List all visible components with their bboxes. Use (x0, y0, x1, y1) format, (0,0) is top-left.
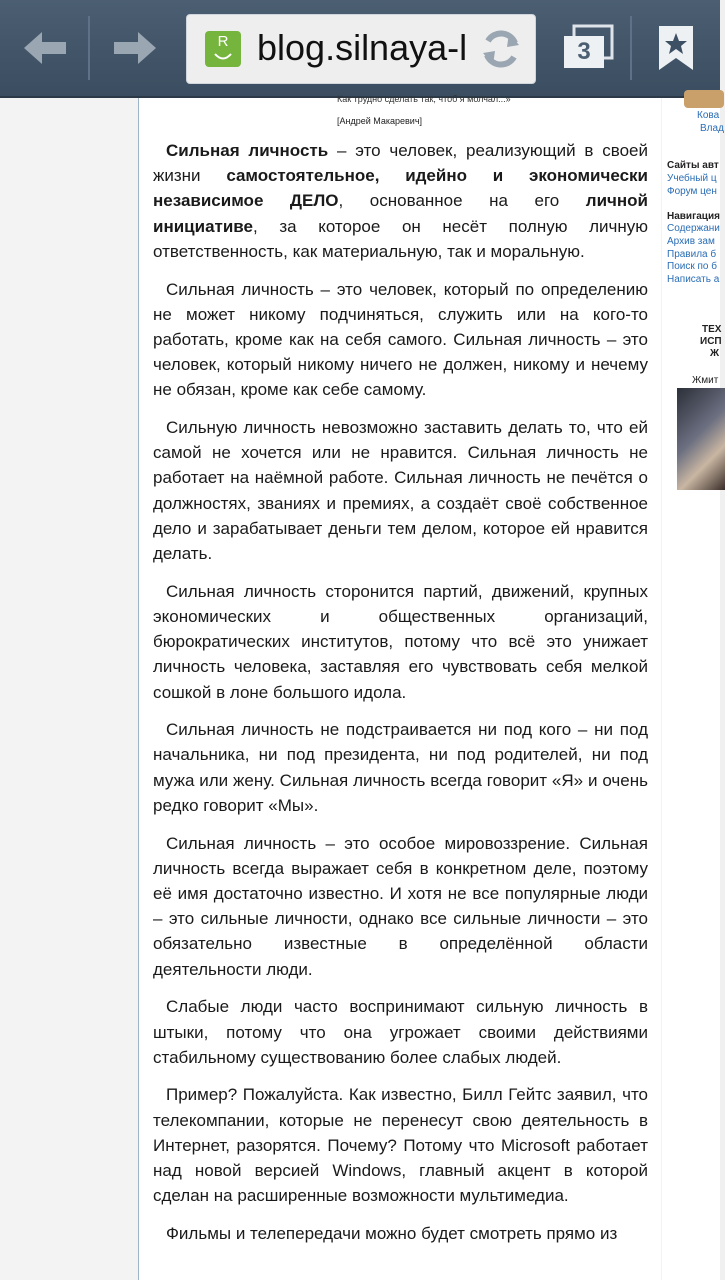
author-thumbnail[interactable] (684, 90, 724, 108)
paragraph: Сильную личность невозможно заставить делать то, что ей самой не хочется или не нравится. Сильная личность не работает на наёмной работе. Сильная личность не печётся о должностях, званиях и премиях, а создаёт своё собственное дело и зарабатывает деньги тем делом, которое ей нравится делать. (153, 418, 648, 564)
promo-text: Ж (710, 348, 720, 359)
tab-count: 3 (577, 38, 591, 65)
text-span: , основанное на его (338, 191, 586, 211)
web-page[interactable] (0, 94, 724, 1280)
nav-link[interactable]: Архив зам (667, 236, 715, 247)
bold-term: личной инициативе (153, 191, 648, 236)
article-body (153, 138, 648, 1259)
browser-toolbar (0, 0, 720, 98)
paragraph (153, 138, 648, 264)
author-link[interactable]: Кова (697, 110, 720, 121)
nav-link[interactable]: Содержани (667, 223, 720, 234)
bookmark-button[interactable] (657, 24, 695, 72)
back-button[interactable] (18, 22, 74, 74)
paragraph: Слабые люди часто воспринимают сильную личность в штыки, потому что она угрожает своими действиями стабильному существованию более слабых людей. (153, 997, 648, 1067)
nav-link[interactable]: Написать а (667, 274, 720, 285)
favicon-letter: R (217, 33, 229, 50)
arrow-right-icon (106, 22, 162, 74)
address-bar[interactable] (186, 14, 536, 84)
text-span: , за которое он несёт полную личную ответственность, как материальную, так и моральную. (153, 216, 648, 261)
paragraph: Фильмы и телепередачи можно будет смотреть прямо из (166, 1223, 618, 1243)
toolbar-separator (630, 16, 632, 80)
paragraph: Сильная личность не подстраивается ни под кого – ни под начальника, ни под президента, ни под родителей, ни под мужа или жену. Сильная личность всегда говорит «Я» и очень редко говорит «Мы». (153, 720, 648, 815)
nav-heading: Навигация (667, 211, 720, 222)
bookmark-star-icon (657, 24, 695, 72)
reload-button[interactable] (479, 27, 523, 71)
arrow-left-icon (18, 22, 74, 74)
sites-link[interactable]: Учебный ц (667, 173, 717, 184)
promo-text: ИСП (700, 336, 722, 347)
paragraph: Сильная личность – это человек, который по определению не может никому подчиняться, служить или на кого-то работать, кроме как на себя самого. Сильная личность – это человек, который никому ничего не должен, никому и нечему не обязан, кроме как себе самому. (153, 279, 648, 400)
forward-button[interactable] (106, 22, 162, 74)
reload-icon (479, 27, 523, 71)
author-link[interactable]: Влад (700, 123, 724, 134)
right-sidebar (662, 98, 724, 1280)
paragraph: Сильная личность – это особое мировоззрение. Сильная личность всегда выражает себя в конкретном деле, поэтому её имя достаточно известно. И хотя не все популярные люди – это сильные личности, однако все сильные личности – это обязательно известные в определённой области деятельности люди. (153, 833, 648, 979)
bold-term: Сильная личность (166, 141, 329, 160)
paragraph: Пример? Пожалуйста. Как известно, Билл Гейтс заявил, что телекомпании, которые не перенесут свою деятельность в Интернет, разорятся. Почему? Потому что Microsoft работает над новой версией Windows, главный акцент в которой сделан на расширенные возможности мультимедиа. (153, 1085, 648, 1206)
promo-link[interactable]: Жмит (692, 375, 719, 386)
sites-link[interactable]: Форум цен (667, 186, 717, 197)
paragraph: Сильная личность сторонится партий, движений, крупных экономических и общественных организаций, бюрократических институтов, потому что всё это унижает личность человека, заставляя его чувствовать себя мелкой сошкой в лоне большого идола. (153, 581, 648, 702)
epigraph-author: [Андрей Макаревич] (337, 116, 423, 126)
article-column (138, 94, 661, 1280)
text-span: – это человек, реализующий в своей жизни (153, 141, 648, 186)
promo-text: ТЕХ (702, 324, 722, 335)
nav-link[interactable]: Правила б (667, 249, 717, 260)
site-favicon-icon (205, 31, 241, 67)
promo-image[interactable] (677, 388, 725, 490)
favicon-smile-icon (205, 51, 241, 65)
bold-term: самостоятельное, идейно и экономически независимое ДЕЛО (153, 166, 648, 211)
sites-heading: Сайты авт (667, 160, 719, 171)
epigraph-line: Как трудно сделать так, чтоб я молчал...» (337, 94, 511, 104)
nav-link[interactable]: Поиск по б (667, 261, 717, 272)
url-text[interactable]: blog.silnaya-l (257, 27, 468, 68)
toolbar-separator (88, 16, 90, 80)
